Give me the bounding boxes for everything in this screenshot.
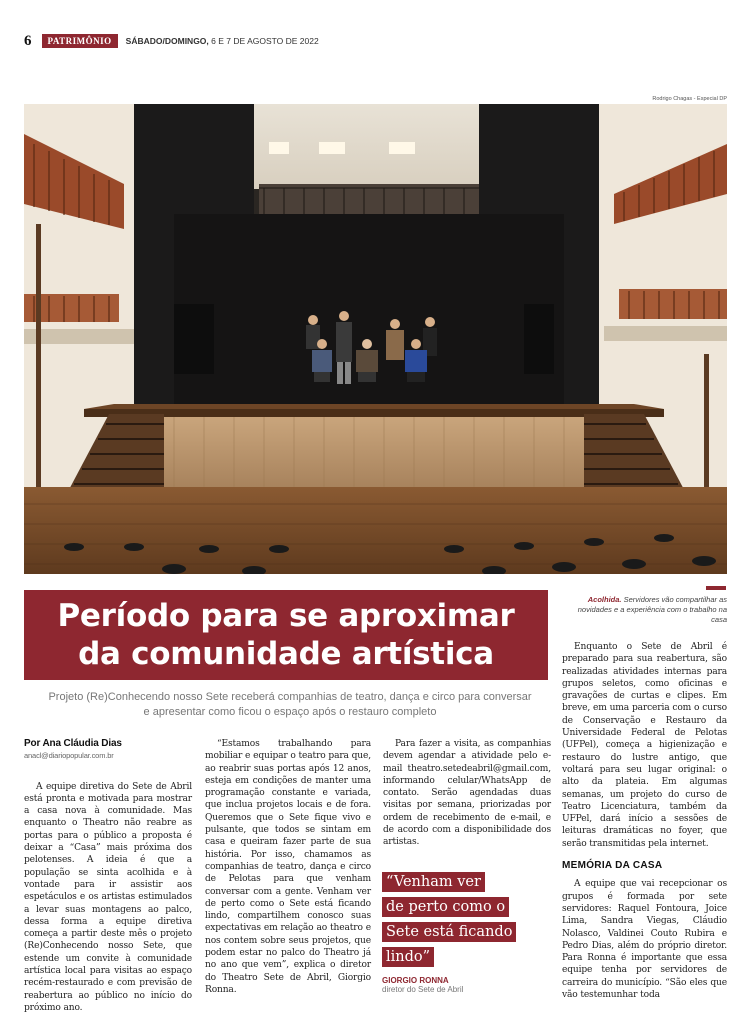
pull-quote-line-4: lindo” [382, 947, 434, 967]
article-column-3 [383, 738, 551, 849]
photo-credit: Rodrigo Chagas - Especial DP [652, 96, 727, 102]
theatre-photo [24, 104, 727, 574]
article-column-2 [205, 738, 371, 996]
edition-date [126, 36, 319, 46]
caption-lead: Acolhida. [587, 595, 622, 604]
pull-quote-line-1: “Venham ver [382, 872, 485, 892]
headline-line-2: da comunidade artística [78, 636, 494, 672]
subheadline-line-1: Projeto (Re)Conhecendo nosso Sete receberá companhias de teatro, dança e circo para conversar [48, 691, 532, 703]
byline-email: anacl@diariopopular.com.br [24, 751, 114, 761]
pull-quote-author: GIORGIO RONNA [382, 976, 449, 985]
page-header [24, 33, 319, 49]
caption-text: Servidores vão compartilhar as novidades e a experiência com o trabalho na casa [577, 595, 727, 624]
subheadline-line-2: e apresentar como ficou o espaço após o restauro completo [143, 706, 437, 718]
pull-quote-role: diretor do Sete de Abril [382, 985, 464, 994]
edition-date-days: SÁBADO/DOMINGO, [125, 36, 209, 46]
headline [24, 590, 548, 680]
subheadline [40, 690, 540, 720]
page-number: 6 [24, 32, 32, 49]
column-4-paragraph-2: A equipe que vai recepcionar os grupos é formada por sete servidores: Raquel Fontoura, Joice Lima, Sandra Viegas, Cláudio Nolasco, Valdinei Couto Rubira e Pedro Dias, além do próprio diretor. Para Ronna é importante que essa equipe tenha por servidores de carreira do município. “São eles que vão testemunhar toda [562, 879, 727, 1001]
caption-accent-bar [706, 586, 726, 590]
column-1-paragraph: A equipe diretiva do Sete de Abril está pronta e motivada para mostrar a casa nova à comunidade. Mas enquanto o Theatro não reabre as portas para o público a proposta é deixar a “Casa” mais próxima dos pelotenses. A ideia é que a população se sinta acolhida e à vontade para ir assistir aos espetáculos e os artistas estimulados a levar suas montagens ao palco, dessa forma a equipe diretiva começa a partir deste mês o projeto (Re)Conhecendo nosso Sete, que estende um convite à comunidade artística local para visitas ao espaço recém-restaurado e com previsão de reabertura ao público no início do próximo ano. [24, 781, 192, 1013]
byline-author: Por Ana Cláudia Dias [24, 738, 122, 749]
photo-caption [560, 595, 727, 625]
headline-line-1: Período para se aproximar [57, 598, 515, 634]
pull-quote-line-3: Sete está ficando [382, 922, 516, 942]
section-subtitle: MEMÓRIA DA CASA [562, 860, 663, 872]
pull-quote [382, 871, 532, 994]
column-4-paragraph-1: Enquanto o Sete de Abril é preparado para sua reabertura, são realizadas atividades internas para grupos seletos, como oficinas e gravações de curtas e clipes. Em breve, em uma parceria com o curso de Conservação e Restauro da Universidade Federal de Pelotas (UFPel), começa a higienização e restauro do lustre antigo, que voltará para seu lugar original: o alto da plateia. Em algumas semanas, um projeto do curso de Teatro Licenciatura, também da UFPel, dará início a sessões de leituras dramáticas no foyer, que serão transmitidas pela internet. [562, 642, 727, 849]
column-2-paragraph: “Estamos trabalhando para mobiliar e equipar o teatro para que, ao reabrir suas portas após 12 anos, esteja em condições de manter uma programação constante e variada, que inclua projetos locais e de fora. Queremos que o Sete fique vivo e pulsante, que todos se sintam em casa e queiram fazer parte de sua história. Por isso, chamamos as companhias de teatro, dança e circo de Pelotas para que venham conversar com a gente. Venham ver de perto como o Sete está ficando lindo, compartilhem conosco suas expectativas em relação ao theatro e nos contem sobre seus projetos, que podem estar no palco do Theatro já no ano que vem”, explica o diretor do Theatro Sete de Abril, Giorgio Ronna. [205, 739, 371, 995]
edition-date-full: 6 E 7 DE AGOSTO DE 2022 [208, 36, 319, 46]
section-tag: PATRIMÔNIO [42, 34, 118, 48]
article-column-1 [24, 738, 192, 1014]
pull-quote-line-2: de perto como o [382, 897, 509, 917]
column-3-paragraph: Para fazer a visita, as companhias devem agendar a atividade pelo e-mail theatro.setedeabril@gmail.com, informando celular/WhatsApp de contato. Serão agendadas duas visitas por semana, priorizadas por ordem de recebimento de e-mail, e de acordo com a disponibilidade dos artistas. [383, 739, 551, 848]
article-column-4 [562, 641, 727, 1001]
